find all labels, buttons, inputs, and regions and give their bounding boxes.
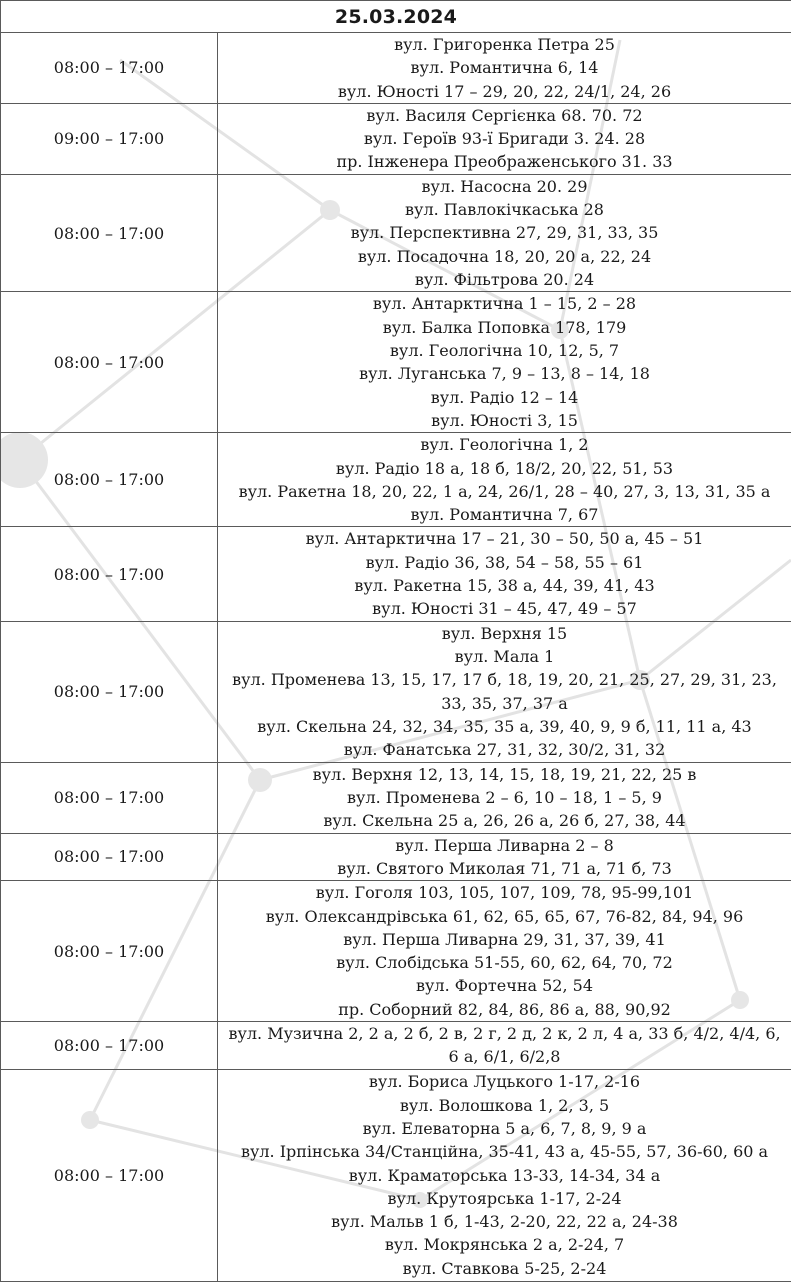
- schedule-row: [1, 103, 791, 174]
- address-list: [218, 433, 791, 527]
- address-line: вул. Ставкова 5-25, 2-24: [218, 1257, 791, 1280]
- schedule-row: [1, 833, 791, 881]
- address-list: [218, 292, 791, 433]
- address-line: вул. Ракетна 18, 20, 22, 1 а, 24, 26/1, 28 – 40, 27, 3, 13, 31, 35 а: [218, 480, 791, 503]
- address-line: вул. Бориса Луцького 1-17, 2-16: [218, 1070, 791, 1093]
- address-list: [218, 33, 791, 104]
- address-line: вул. Мокрянська 2 а, 2-24, 7: [218, 1233, 791, 1256]
- address-line: вул. Скельна 24, 32, 34, 35, 35 а, 39, 40, 9, 9 б, 11, 11 а, 43: [218, 715, 791, 738]
- address-list: [218, 621, 791, 762]
- address-line: вул. Променева 13, 15, 17, 17 б, 18, 19, 20, 21, 25, 27, 29, 31, 23, 33, 35, 37, 37 а: [218, 668, 791, 715]
- address-line: вул. Юності 3, 15: [218, 409, 791, 432]
- time-range: 08:00 – 17:00: [1, 174, 218, 291]
- schedule-row: [1, 527, 791, 621]
- address-line: вул. Геологічна 1, 2: [218, 433, 791, 456]
- address-line: вул. Павлокічкаська 28: [218, 198, 791, 221]
- address-line: вул. Олександрівська 61, 62, 65, 65, 67, 76-82, 84, 94, 96: [218, 905, 791, 928]
- date-header: 25.03.2024: [1, 1, 791, 33]
- time-range: 09:00 – 17:00: [1, 103, 218, 174]
- address-list: [218, 1022, 791, 1070]
- address-line: вул. Волошкова 1, 2, 3, 5: [218, 1094, 791, 1117]
- schedule-row: [1, 1069, 791, 1281]
- address-line: вул. Ракетна 15, 38 а, 44, 39, 41, 43: [218, 574, 791, 597]
- address-line: вул. Григоренка Петра 25: [218, 33, 791, 56]
- address-list: [218, 762, 791, 833]
- address-line: вул. Променева 2 – 6, 10 – 18, 1 – 5, 9: [218, 786, 791, 809]
- address-line: вул. Юності 17 – 29, 20, 22, 24/1, 24, 26: [218, 80, 791, 103]
- address-line: вул. Верхня 12, 13, 14, 15, 18, 19, 21, 22, 25 в: [218, 763, 791, 786]
- address-line: вул. Балка Поповка 178, 179: [218, 316, 791, 339]
- time-range: 08:00 – 17:00: [1, 33, 218, 104]
- address-line: вул. Перша Ливарна 2 – 8: [218, 834, 791, 857]
- address-line: вул. Героїв 93-ї Бригади 3. 24. 28: [218, 127, 791, 150]
- address-line: вул. Гоголя 103, 105, 107, 109, 78, 95-99,101: [218, 881, 791, 904]
- address-list: [218, 881, 791, 1022]
- address-line: вул. Романтична 6, 14: [218, 56, 791, 79]
- address-line: вул. Юності 31 – 45, 47, 49 – 57: [218, 597, 791, 620]
- address-line: вул. Музична 2, 2 а, 2 б, 2 в, 2 г, 2 д, 2 к, 2 л, 4 а, 33 б, 4/2, 4/4, 6, 6 а, 6/1, 6/2,8: [218, 1022, 791, 1069]
- address-line: вул. Радіо 18 а, 18 б, 18/2, 20, 22, 51, 53: [218, 457, 791, 480]
- time-range: 08:00 – 17:00: [1, 881, 218, 1022]
- address-list: [218, 1069, 791, 1281]
- schedule-row: [1, 33, 791, 104]
- address-list: [218, 103, 791, 174]
- address-line: вул. Антарктична 1 – 15, 2 – 28: [218, 292, 791, 315]
- date-header-row: [1, 1, 791, 33]
- address-list: [218, 527, 791, 621]
- address-line: вул. Посадочна 18, 20, 20 а, 22, 24: [218, 245, 791, 268]
- schedule-row: [1, 174, 791, 291]
- time-range: 08:00 – 17:00: [1, 762, 218, 833]
- address-line: вул. Крутоярська 1-17, 2-24: [218, 1187, 791, 1210]
- time-range: 08:00 – 17:00: [1, 527, 218, 621]
- address-line: вул. Насосна 20. 29: [218, 175, 791, 198]
- time-range: 08:00 – 17:00: [1, 621, 218, 762]
- address-line: вул. Фільтрова 20. 24: [218, 268, 791, 291]
- address-line: вул. Краматорська 13-33, 14-34, 34 а: [218, 1164, 791, 1187]
- address-line: вул. Перспективна 27, 29, 31, 33, 35: [218, 221, 791, 244]
- address-line: вул. Святого Миколая 71, 71 а, 71 б, 73: [218, 857, 791, 880]
- schedule-row: [1, 433, 791, 527]
- time-range: 08:00 – 17:00: [1, 292, 218, 433]
- address-line: вул. Радіо 12 – 14: [218, 386, 791, 409]
- address-line: вул. Фортечна 52, 54: [218, 974, 791, 997]
- time-range: 08:00 – 17:00: [1, 433, 218, 527]
- time-range: 08:00 – 17:00: [1, 1022, 218, 1070]
- address-line: вул. Радіо 36, 38, 54 – 58, 55 – 61: [218, 551, 791, 574]
- address-line: пр. Соборний 82, 84, 86, 86 а, 88, 90,92: [218, 998, 791, 1021]
- address-line: вул. Перша Ливарна 29, 31, 37, 39, 41: [218, 928, 791, 951]
- schedule-row: [1, 1022, 791, 1070]
- time-range: 08:00 – 17:00: [1, 833, 218, 881]
- address-line: вул. Романтична 7, 67: [218, 503, 791, 526]
- time-range: 08:00 – 17:00: [1, 1069, 218, 1281]
- address-line: вул. Мальв 1 б, 1-43, 2-20, 22, 22 а, 24-38: [218, 1210, 791, 1233]
- address-line: вул. Ірпінська 34/Станційна, 35-41, 43 а, 45-55, 57, 36-60, 60 а: [218, 1140, 791, 1163]
- address-line: вул. Верхня 15: [218, 622, 791, 645]
- address-line: пр. Інженера Преображенського 31. 33: [218, 150, 791, 173]
- address-line: вул. Мала 1: [218, 645, 791, 668]
- address-list: [218, 174, 791, 291]
- address-line: вул. Антарктична 17 – 21, 30 – 50, 50 а, 45 – 51: [218, 527, 791, 550]
- address-line: вул. Василя Сергієнка 68. 70. 72: [218, 104, 791, 127]
- address-line: вул. Елеваторна 5 а, 6, 7, 8, 9, 9 а: [218, 1117, 791, 1140]
- address-line: вул. Геологічна 10, 12, 5, 7: [218, 339, 791, 362]
- schedule-row: [1, 881, 791, 1022]
- schedule-row: [1, 621, 791, 762]
- schedule-row: [1, 292, 791, 433]
- schedule-row: [1, 762, 791, 833]
- address-line: вул. Слобідська 51-55, 60, 62, 64, 70, 72: [218, 951, 791, 974]
- address-line: вул. Луганська 7, 9 – 13, 8 – 14, 18: [218, 362, 791, 385]
- address-list: [218, 833, 791, 881]
- address-line: вул. Фанатська 27, 31, 32, 30/2, 31, 32: [218, 738, 791, 761]
- address-line: вул. Скельна 25 а, 26, 26 а, 26 б, 27, 38, 44: [218, 809, 791, 832]
